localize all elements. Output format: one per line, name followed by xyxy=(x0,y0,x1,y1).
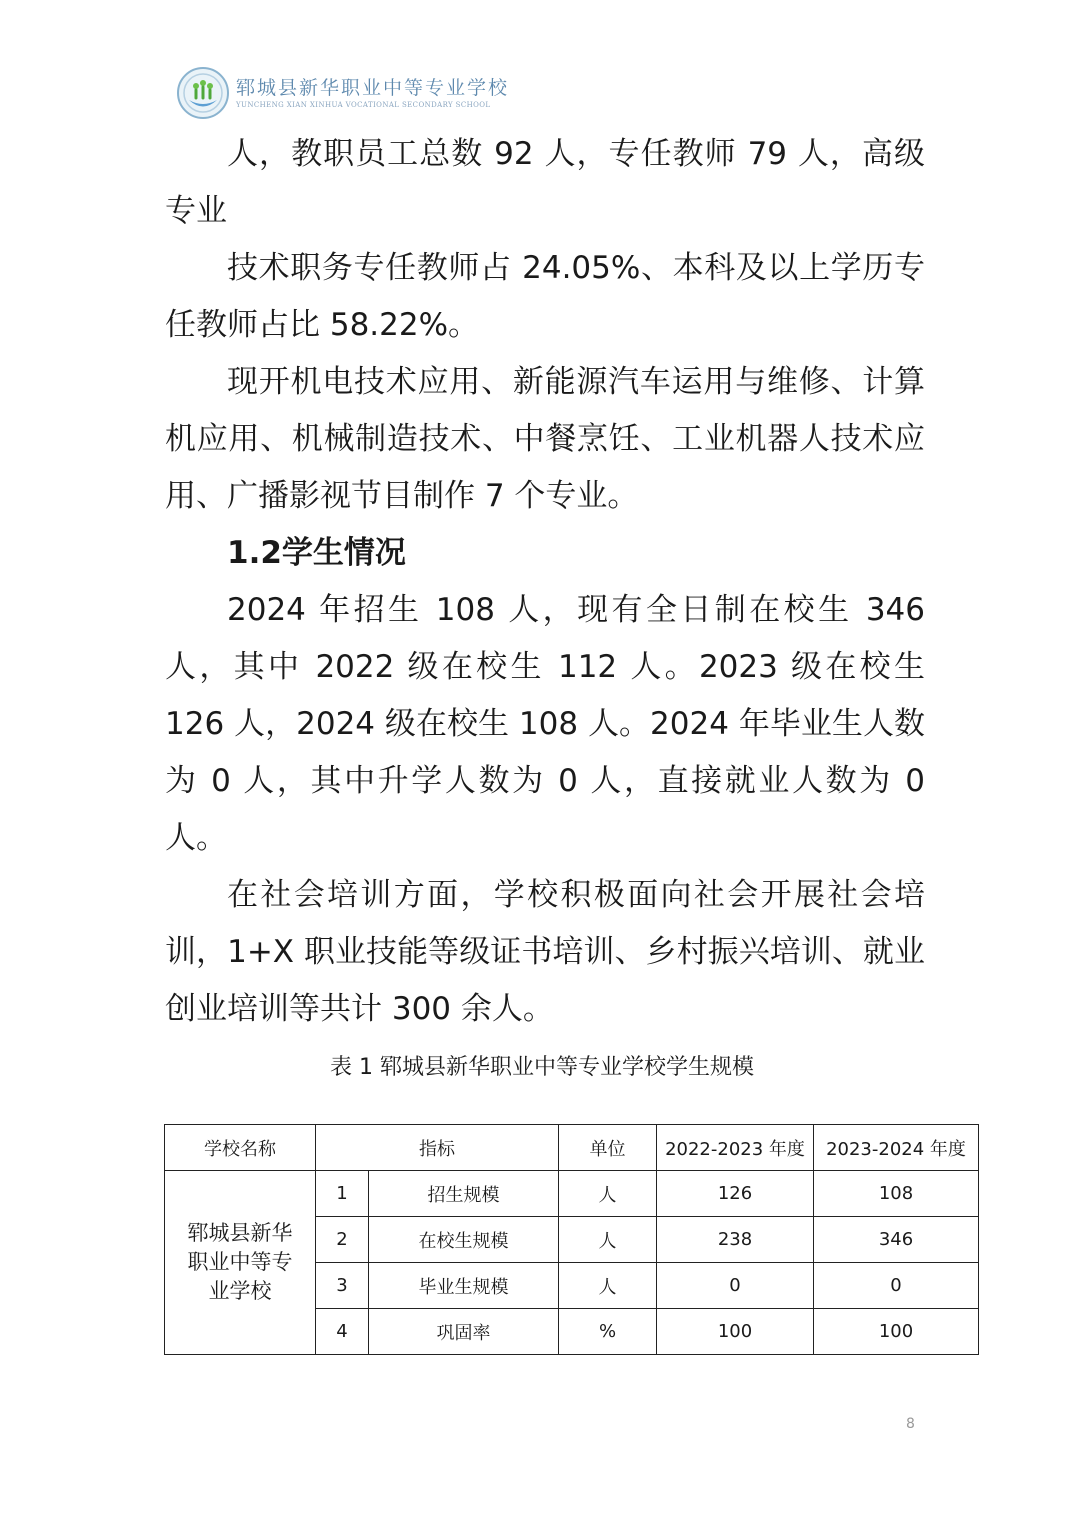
row-year1-value: 126 xyxy=(657,1171,814,1217)
row-year2-value: 108 xyxy=(814,1171,979,1217)
row-number: 3 xyxy=(316,1263,369,1309)
page-number: 8 xyxy=(906,1416,915,1432)
school-name-cell xyxy=(165,1171,316,1355)
header-indicator: 指标 xyxy=(316,1125,559,1171)
paragraph-staff-1: 人，教职员工总数 92 人，专任教师 79 人，高级专业 xyxy=(165,136,925,229)
paragraph-students: 2024 年招生 108 人，现有全日制在校生 346 人，其中 2022 级在校生 112 人。2023 级在校生 126 人，2024 级在校生 108 人。2024 年毕业生人数为 0 人，其中升学人数为 0 人，直接就业人数为 0 人。 xyxy=(165,592,925,856)
row-unit: 人 xyxy=(559,1171,657,1217)
row-year1-value: 0 xyxy=(657,1263,814,1309)
school-name-text: 郓城县新华职业中等专业学校 xyxy=(187,1221,293,1303)
section-heading: 1.2学生情况 xyxy=(227,535,406,571)
header-year1: 2022-2023 年度 xyxy=(657,1125,814,1171)
school-name-en: YUNCHENG XIAN XINHUA VOCATIONAL SECONDARY SCHOOL xyxy=(236,101,491,109)
row-indicator: 巩固率 xyxy=(369,1309,559,1355)
row-year1-value: 100 xyxy=(657,1309,814,1355)
page-header xyxy=(176,66,509,120)
school-name-cn: 郓城县新华职业中等专业学校 xyxy=(236,77,510,99)
document-body xyxy=(165,126,925,1038)
row-indicator: 毕业生规模 xyxy=(369,1263,559,1309)
row-year1-value: 238 xyxy=(657,1217,814,1263)
row-unit: % xyxy=(559,1309,657,1355)
row-number: 4 xyxy=(316,1309,369,1355)
row-number: 2 xyxy=(316,1217,369,1263)
header-school: 学校名称 xyxy=(165,1125,316,1171)
header-unit: 单位 xyxy=(559,1125,657,1171)
row-year2-value: 346 xyxy=(814,1217,979,1263)
row-indicator: 在校生规模 xyxy=(369,1217,559,1263)
row-indicator: 招生规模 xyxy=(369,1171,559,1217)
table-row xyxy=(165,1171,979,1217)
header-year2: 2023-2024 年度 xyxy=(814,1125,979,1171)
row-unit: 人 xyxy=(559,1217,657,1263)
school-name-block xyxy=(236,76,509,110)
school-logo-icon xyxy=(176,66,230,120)
table-caption: 表 1 郓城县新华职业中等专业学校学生规模 xyxy=(330,1055,754,1080)
paragraph-majors: 现开机电技术应用、新能源汽车运用与维修、计算机应用、机械制造技术、中餐烹饪、工业机器人技术应用、广播影视节目制作 7 个专业。 xyxy=(165,364,925,514)
row-year2-value: 0 xyxy=(814,1263,979,1309)
row-year2-value: 100 xyxy=(814,1309,979,1355)
student-scale-table xyxy=(164,1124,979,1355)
row-number: 1 xyxy=(316,1171,369,1217)
table-header-row xyxy=(165,1125,979,1171)
row-unit: 人 xyxy=(559,1263,657,1309)
paragraph-staff-2: 技术职务专任教师占 24.05%、本科及以上学历专任教师占比 58.22%。 xyxy=(165,250,925,343)
paragraph-training: 在社会培训方面，学校积极面向社会开展社会培训，1+X 职业技能等级证书培训、乡村振兴培训、就业创业培训等共计 300 余人。 xyxy=(165,877,925,1027)
